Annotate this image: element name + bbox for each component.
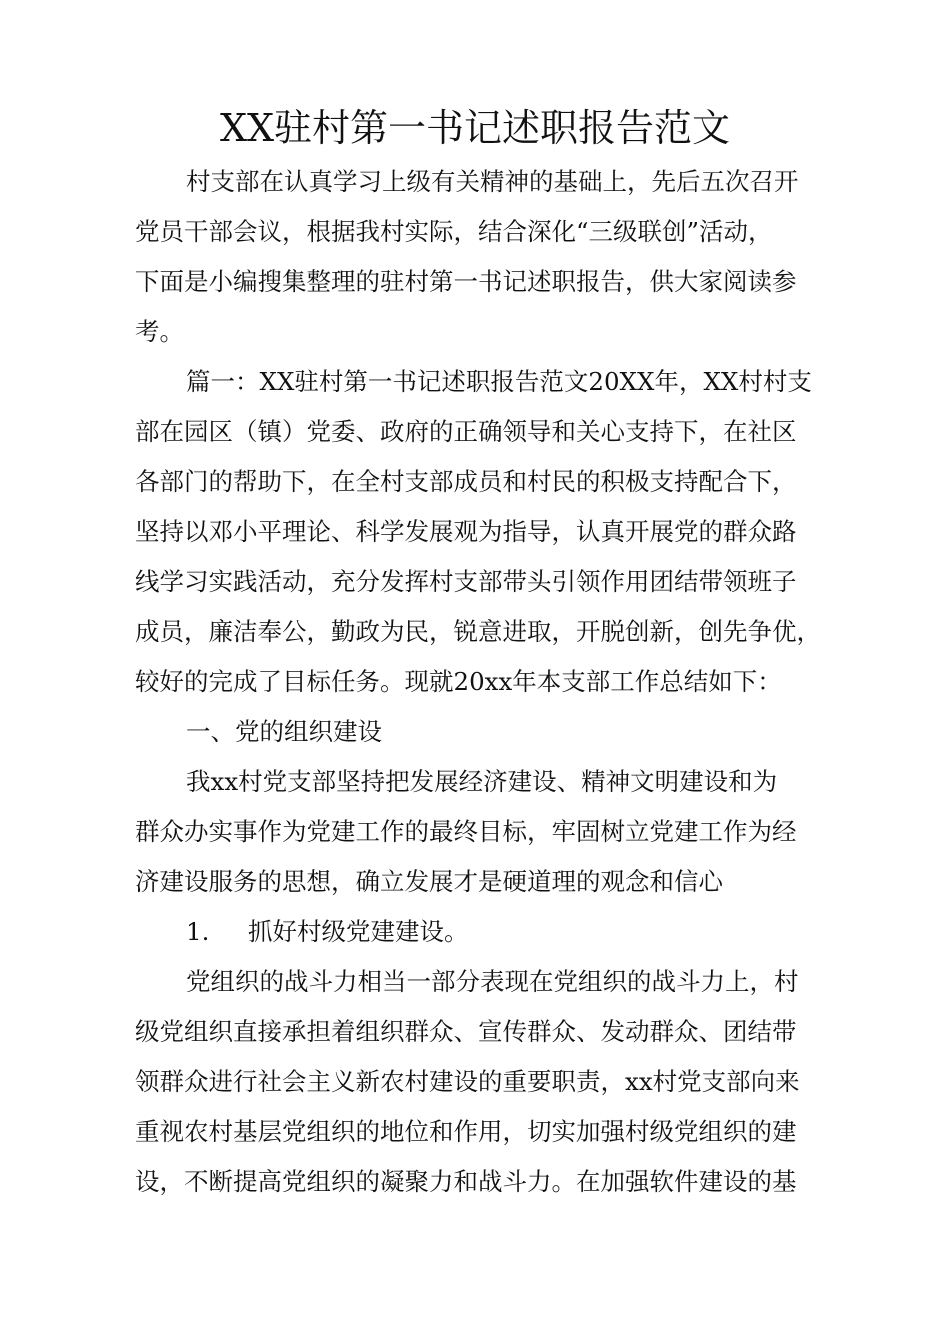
part1-line: 成员，廉洁奉公，勤政为民，锐意进取，开脱创新，创先争优， [135, 617, 821, 646]
item1-line: 领群众进行社会主义新农村建设的重要职责，xx村党支部向来 [135, 1067, 800, 1096]
section1-line: 济建设服务的思想，确立发展才是硬道理的观念和信心 [135, 867, 723, 896]
part1-line: 各部门的帮助下，在全村支部成员和村民的积极支持配合下， [135, 467, 797, 496]
item1-line: 重视农村基层党组织的地位和作用，切实加强村级党组织的建 [135, 1117, 797, 1146]
section1-line: 群众办实事作为党建工作的最终目标，牢固树立党建工作为经 [135, 817, 797, 846]
part1-line: 篇一：XX驻村第一书记述职报告范文20XX年，XX村村支 [186, 367, 812, 396]
item1-line: 党组织的战斗力相当一部分表现在党组织的战斗力上，村 [186, 967, 799, 996]
document-title: XX驻村第一书记述职报告范文 [219, 106, 731, 150]
item1-line: 设，不断提高党组织的凝聚力和战斗力。在加强软件建设的基 [135, 1167, 797, 1196]
section-heading: 一、党的组织建设 [186, 717, 382, 746]
part1-line: 部在园区（镇）党委、政府的正确领导和关心支持下，在社区 [135, 417, 797, 446]
intro-line: 党员干部会议，根据我村实际，结合深化“三级联创”活动， [135, 217, 773, 246]
intro-line: 下面是小编搜集整理的驻村第一书记述职报告，供大家阅读参 [135, 267, 797, 296]
item-number: 1. [186, 917, 210, 946]
intro-line: 村支部在认真学习上级有关精神的基础上，先后五次召开 [186, 167, 799, 196]
part1-line: 线学习实践活动，充分发挥村支部带头引领作用团结带领班子 [135, 567, 797, 596]
item-heading: 抓好村级党建建设。 [248, 917, 469, 946]
part1-line: 较好的完成了目标任务。现就20xx年本支部工作总结如下： [135, 667, 782, 696]
intro-line: 考。 [135, 317, 184, 346]
item1-line: 级党组织直接承担着组织群众、宣传群众、发动群众、团结带 [135, 1017, 797, 1046]
part1-line: 坚持以邓小平理论、科学发展观为指导，认真开展党的群众路 [135, 517, 797, 546]
section1-line: 我xx村党支部坚持把发展经济建设、精神文明建设和为 [186, 767, 778, 796]
